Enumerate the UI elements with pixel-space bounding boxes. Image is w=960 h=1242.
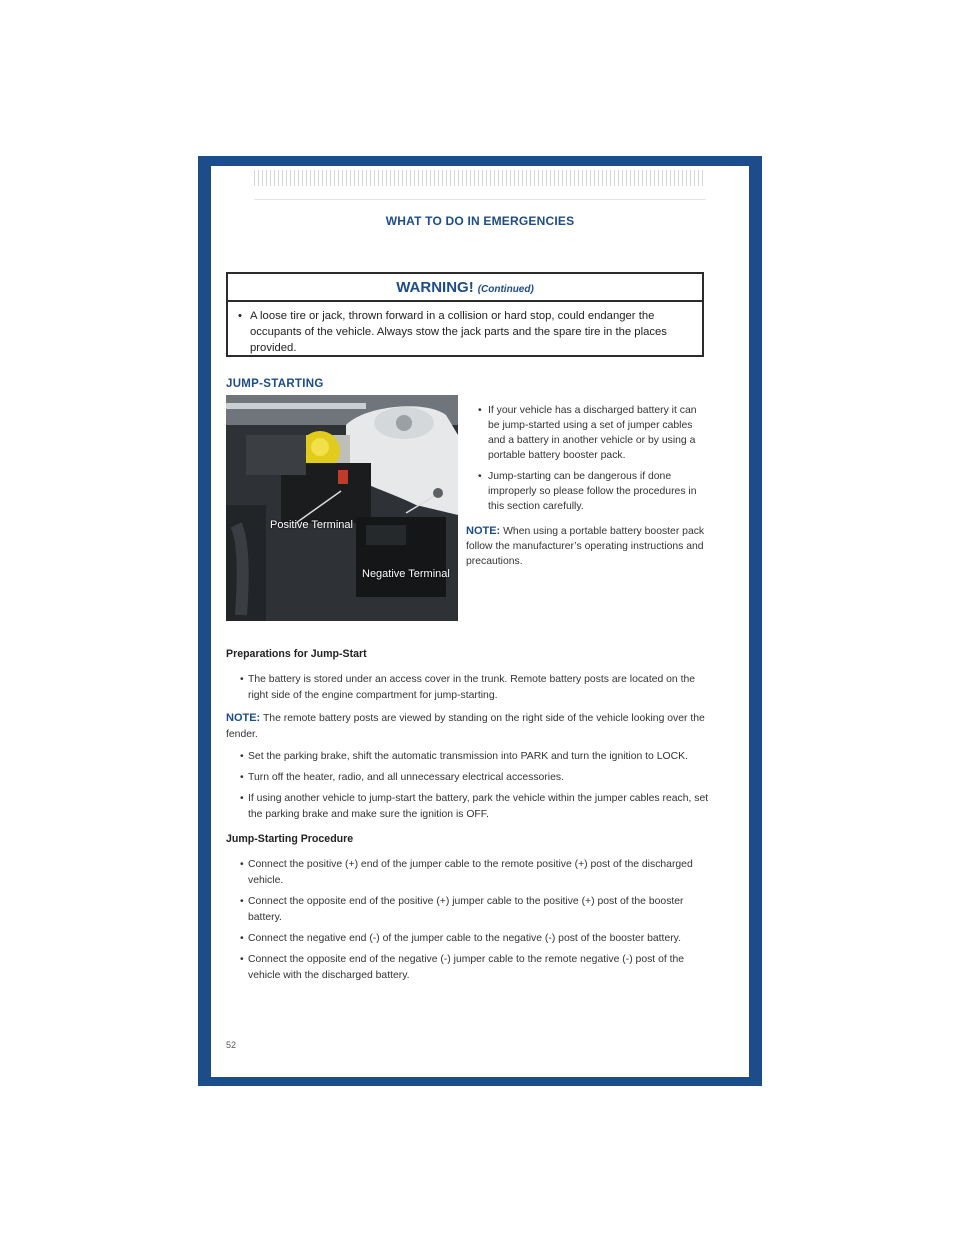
list-item xyxy=(226,749,710,765)
warning-bullet-text: A loose tire or jack, thrown forward in a collision or hard stop, could endanger the occupants of the vehicle. Always stow the jack parts and the spare tire in the places provided. xyxy=(250,310,667,354)
note xyxy=(466,524,710,569)
bullet-icon: • xyxy=(240,793,244,804)
list-item-text: Connect the opposite end of the positive (+) jumper cable to the positive (+) post of the booster battery. xyxy=(248,896,684,923)
list-item-text: Set the parking brake, shift the automatic transmission into PARK and turn the ignition to LOCK. xyxy=(248,751,688,762)
procedure-heading: Jump-Starting Procedure xyxy=(226,833,354,845)
section-header: WHAT TO DO IN EMERGENCIES xyxy=(385,214,575,228)
list-item-text: Connect the positive (+) end of the jumper cable to the remote positive (+) post of the discharged vehicle. xyxy=(248,859,693,886)
warning-title-text: WARNING! xyxy=(396,279,474,296)
note-label: NOTE: xyxy=(226,712,261,724)
bullet-icon: • xyxy=(240,896,244,907)
list-item-text: Connect the negative end (-) of the jumper cable to the negative (-) post of the booster battery. xyxy=(248,933,681,944)
decorative-tick-band xyxy=(254,170,706,186)
list-item xyxy=(466,403,710,463)
engine-photo-illustration xyxy=(226,395,458,621)
list-item-text: Connect the opposite end of the negative (-) jumper cable to the remote negative (-) post of the vehicle with the discharged battery. xyxy=(248,954,685,981)
negative-terminal-label: Negative Terminal xyxy=(362,568,450,580)
bullet-icon: • xyxy=(240,954,244,965)
bullet-icon: • xyxy=(240,859,244,870)
note-text: The remote battery posts are viewed by standing on the right side of the vehicle looking over the fender. xyxy=(226,713,705,740)
bullet-icon: • xyxy=(240,772,244,783)
header-rule xyxy=(254,199,706,200)
jump-start-intro xyxy=(466,403,710,569)
positive-terminal-label: Positive Terminal xyxy=(270,519,353,531)
bullet-icon: • xyxy=(240,751,244,762)
list-item xyxy=(226,894,710,926)
list-item xyxy=(226,672,710,704)
note-label: NOTE: xyxy=(466,525,501,537)
bullet-icon: • xyxy=(238,310,242,322)
jump-starting-heading: JUMP-STARTING xyxy=(226,378,324,390)
list-item-text: The battery is stored under an access cover in the trunk. Remote battery posts are located on the right side of the engine compartment for jump-starting. xyxy=(248,674,696,701)
list-item xyxy=(226,931,710,947)
list-item-text: If your vehicle has a discharged battery it can be jump-started using a set of jumper cables and a battery in another vehicle or by using a portable battery booster pack. xyxy=(488,405,697,461)
warning-title xyxy=(228,274,702,302)
bullet-icon: • xyxy=(240,933,244,944)
warning-box xyxy=(226,272,704,357)
list-item xyxy=(226,952,710,984)
preparations-heading: Preparations for Jump-Start xyxy=(226,648,367,660)
warning-continued: (Continued) xyxy=(477,284,534,295)
warning-bullet xyxy=(228,302,702,356)
list-item xyxy=(226,770,710,786)
list-item-text: Turn off the heater, radio, and all unnecessary electrical accessories. xyxy=(248,772,564,783)
bullet-icon: • xyxy=(240,674,244,685)
engine-bay-photo xyxy=(226,395,458,621)
main-text xyxy=(226,646,710,989)
list-item-text: Jump-starting can be dangerous if done improperly so please follow the procedures in this section carefully. xyxy=(488,471,697,512)
bullet-icon: • xyxy=(478,471,482,482)
bullet-icon: • xyxy=(478,405,482,416)
list-item xyxy=(226,857,710,889)
list-item xyxy=(466,469,710,514)
note xyxy=(226,710,710,743)
page-number: 52 xyxy=(226,1040,237,1050)
note-text: When using a portable battery booster pack follow the manufacturer’s operating instructions and precautions. xyxy=(466,526,705,567)
list-item-text: If using another vehicle to jump-start the battery, park the vehicle within the jumper cables reach, set the parking brake and make sure the ignition is OFF. xyxy=(248,793,709,820)
list-item xyxy=(226,791,710,823)
